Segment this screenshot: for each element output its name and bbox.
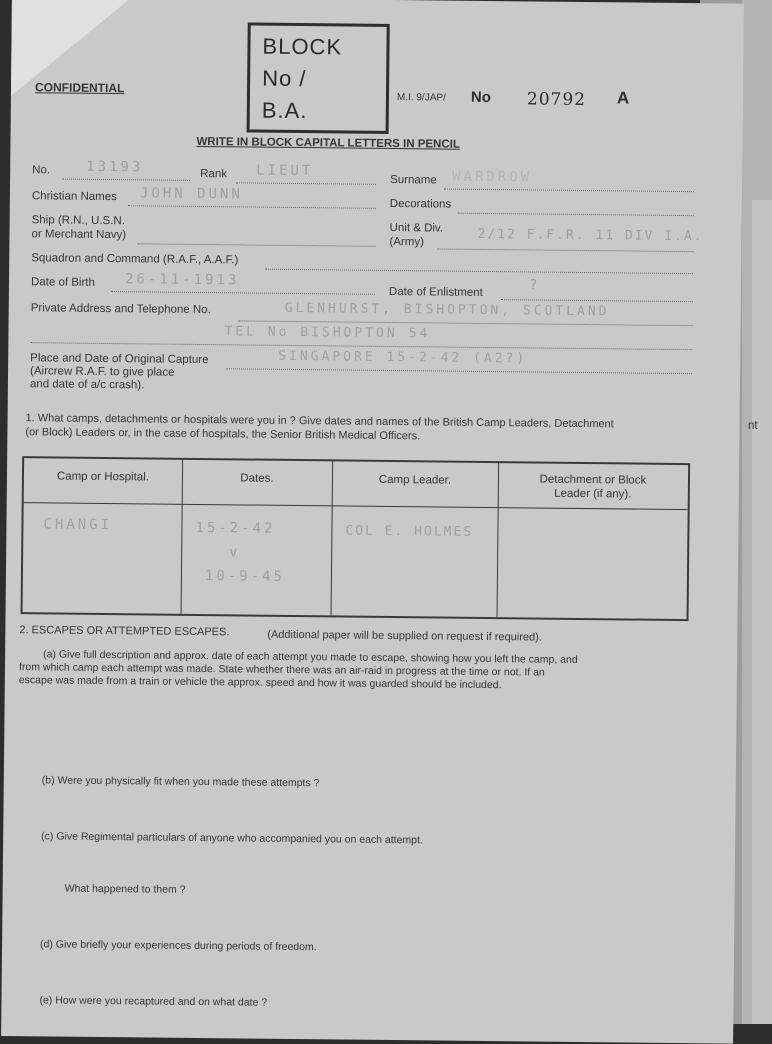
- question-2-title: 2. ESCAPES OR ATTEMPTED ESCAPES.: [19, 624, 230, 639]
- question-2b: (b) Were you physically fit when you made these attempts ?: [41, 774, 320, 790]
- cell-date-mark: v: [229, 544, 241, 561]
- rank-value: LIEUT: [256, 162, 314, 180]
- cell-date-from: 15-2-42: [195, 519, 276, 537]
- camps-table: [21, 456, 691, 621]
- header-block-leader-2: Leader (if any).: [554, 487, 632, 501]
- block-stamp: [247, 22, 390, 133]
- header-camp-or-hospital: Camp or Hospital.: [56, 470, 150, 484]
- christian-names-value: JOHN DUNN: [139, 185, 243, 203]
- capture-label-1: Place and Date of Original Capture: [30, 352, 209, 367]
- surname-value: WARDROW: [452, 168, 533, 186]
- document-page: [1, 0, 744, 1044]
- dob-value: 26-11-1913: [124, 271, 240, 289]
- question-2a-line-1: (a) Give full description and approx. date of each attempt you made to escape, showing how you left the camp, and: [43, 648, 578, 666]
- enlistment-value: ?: [528, 277, 541, 294]
- form-serial-suffix: A: [616, 88, 630, 108]
- instruction-heading: WRITE IN BLOCK CAPITAL LETTERS IN PENCIL: [196, 135, 460, 151]
- address-label: Private Address and Telephone No.: [30, 302, 211, 317]
- header-dates: Dates.: [240, 472, 274, 485]
- capture-value: SINGAPORE 15-2-42 (A2?): [278, 348, 528, 367]
- confidential-heading: CONFIDENTIAL: [34, 80, 125, 96]
- no-label: No.: [32, 164, 51, 177]
- question-2c: (c) Give Regimental particulars of anyone who accompanied you on each attempt.: [41, 830, 423, 847]
- form-reference: M.I. 9/JAP/: [396, 92, 446, 104]
- ship-line: [137, 243, 375, 246]
- rank-label: Rank: [200, 167, 228, 181]
- header-camp-leader: Camp Leader.: [378, 473, 452, 487]
- dob-label: Date of Birth: [30, 276, 95, 289]
- enlistment-label: Date of Enlistment: [388, 285, 483, 299]
- question-2a-line-3: escape was made from a train or vehicle the approx. speed and how it was guarded should be included.: [18, 674, 502, 692]
- question-1-line-2: (or Block) Leaders or, in the case of hospitals, the Senior British Medical Officers.: [25, 426, 421, 443]
- address-value-2: TEL No BISHOPTON 54: [224, 324, 431, 342]
- cell-camp: CHANGI: [43, 516, 113, 534]
- squadron-line: [265, 269, 693, 274]
- surname-line: [444, 189, 694, 193]
- no-value: 13193: [86, 158, 144, 176]
- stamp-line-3: B.A.: [261, 97, 308, 124]
- capture-label-2: (Aircrew R.A.F. to give place: [30, 365, 175, 379]
- unit-label-2: (Army): [389, 235, 425, 249]
- ship-label-1: Ship (R.N., U.S.N.: [31, 214, 126, 228]
- squadron-label: Squadron and Command (R.A.F., A.A.F.): [31, 252, 239, 267]
- question-2a-line-2: from which camp each attempt was made. State whether there was an air-raid in progress at the time or not. If an: [18, 661, 545, 679]
- question-2c-followup: What happened to them ?: [64, 882, 186, 896]
- form-no-label: No: [470, 88, 492, 107]
- enlistment-line: [501, 299, 693, 302]
- surname-label: Surname: [390, 173, 437, 187]
- unit-line: [437, 248, 693, 252]
- question-2-note: (Additional paper will be supplied on request if required).: [267, 628, 542, 644]
- dob-line: [111, 291, 375, 295]
- stamp-line-2: No /: [262, 65, 307, 92]
- table-header-rule: [24, 502, 688, 510]
- unit-value: 2/12 F.F.R. 11 DIV I.A.: [477, 226, 704, 245]
- capture-line: [226, 368, 692, 374]
- christian-names-label: Christian Names: [31, 190, 117, 204]
- decorations-label: Decorations: [389, 197, 452, 211]
- form-serial-number: 20792: [526, 89, 587, 111]
- cell-camp-leader: COL E. HOLMES: [345, 523, 474, 540]
- stamp-line-1: BLOCK: [262, 33, 343, 60]
- unit-label-1: Unit & Div.: [389, 221, 444, 235]
- address-value-1: GLENHURST, BISHOPTON, SCOTLAND: [284, 300, 610, 320]
- capture-label-3: and date of a/c crash).: [29, 378, 145, 392]
- header-block-leader-1: Detachment or Block: [539, 473, 647, 487]
- no-line: [62, 179, 190, 181]
- christian-names-line: [128, 205, 376, 209]
- paper-stack-edge-lower: [752, 200, 772, 1024]
- ship-label-2: or Merchant Navy): [31, 228, 127, 242]
- question-1-line-1: 1. What camps, detachments or hospitals were you in ? Give dates and names of the British Camp Leaders, Detachment: [25, 412, 614, 431]
- question-2e: (e) How were you recaptured and on what date ?: [39, 994, 268, 1009]
- margin-text: nt: [748, 420, 758, 432]
- question-2d: (d) Give briefly your experiences during periods of freedom.: [40, 938, 317, 954]
- decorations-line: [458, 213, 694, 216]
- rank-line: [236, 182, 376, 184]
- cell-date-to: 10-9-45: [204, 568, 286, 585]
